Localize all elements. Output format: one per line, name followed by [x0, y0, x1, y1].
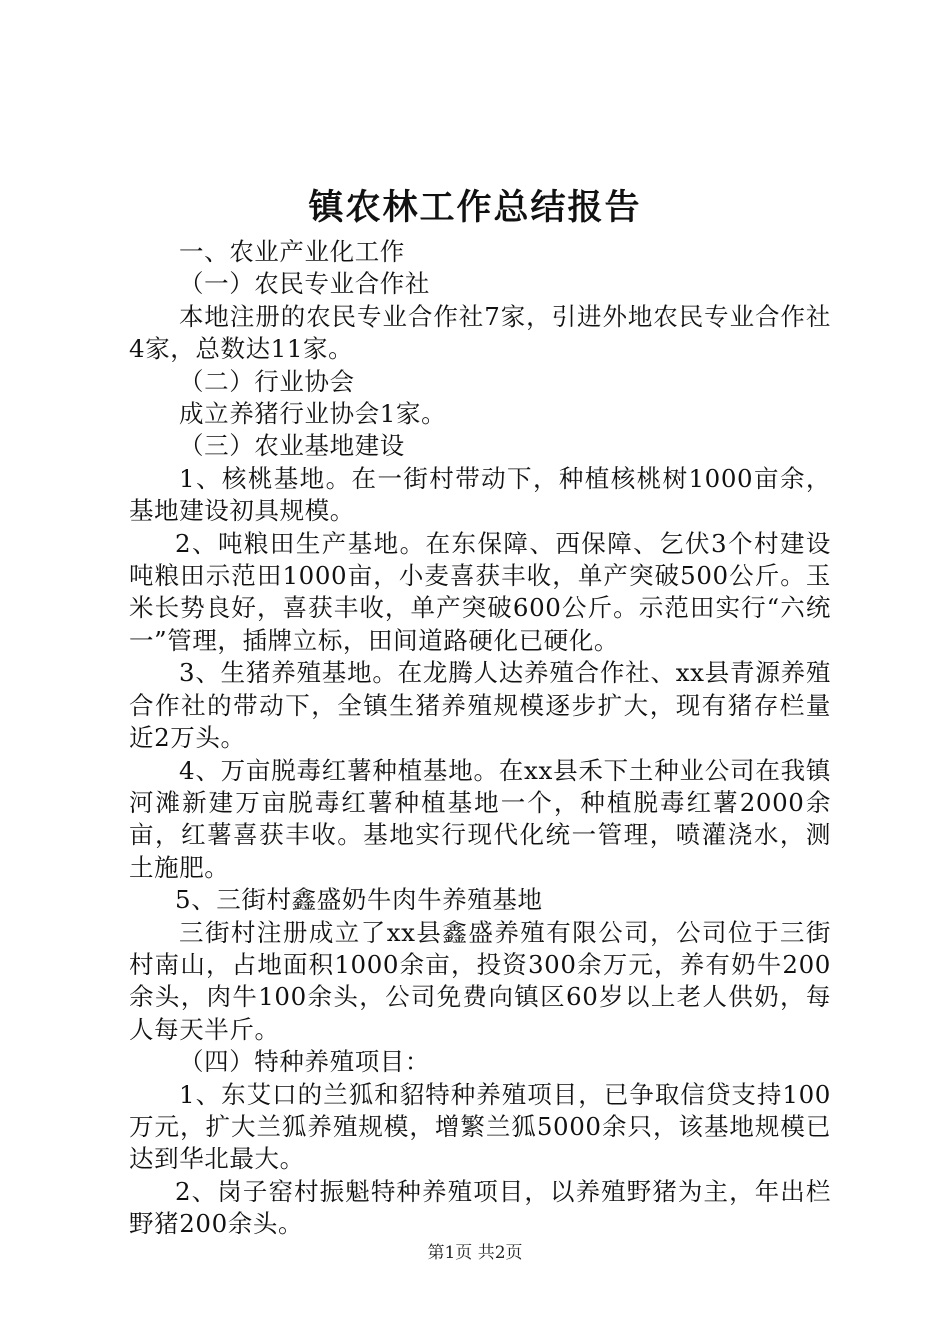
subsection-heading: （二）行业协会	[179, 366, 355, 396]
body-paragraph: 2、吨粮田生产基地。在东保障、西保障、乞伏3个村建设吨粮田示范田1000亩，小麦喜获丰收，单产突破500公斤。玉米长势良好，喜获丰收，单产突破600公斤。示范田实行“六统一”管理，插牌立标，田间道路硬化已硬化。	[129, 528, 831, 655]
body-paragraph: 2、岗子窑村振魁特种养殖项目，以养殖野猪为主，年出栏野猪200余头。	[129, 1176, 831, 1239]
page-footer: 第1页 共2页	[427, 1243, 523, 1263]
body-paragraph: 成立养猪行业协会1家。	[179, 399, 447, 429]
subsection-heading: （三）农业基地建设	[179, 431, 405, 461]
body-paragraph: 三街村注册成立了xx县鑫盛养殖有限公司，公司位于三街村南山，占地面积1000余亩，投资300余万元，养有奶牛200余头，肉牛100余头，公司免费向镇区60岁以上老人供奶，每人每天半斤。	[129, 917, 831, 1044]
body-paragraph: 4、万亩脱毒红薯种植基地。在xx县禾下土种业公司在我镇河滩新建万亩脱毒红薯种植基地一个，种植脱毒红薯2000余亩，红薯喜获丰收。基地实行现代化统一管理，喷灌浇水，测土施肥。	[129, 755, 831, 882]
subsection-heading: （一）农民专业合作社	[179, 269, 430, 299]
subsection-heading: （四）特种养殖项目：	[179, 1047, 430, 1077]
body-paragraph: 本地注册的农民专业合作社7家，引进外地农民专业合作社4家，总数达11家。	[129, 301, 831, 364]
body-paragraph: 1、核桃基地。在一街村带动下，种植核桃树1000亩余，基地建设初具规模。	[129, 463, 831, 526]
section-heading: 一、农业产业化工作	[179, 237, 405, 266]
document-title: 镇农林工作总结报告	[308, 188, 642, 228]
body-paragraph: 5、三街村鑫盛奶牛肉牛养殖基地	[175, 885, 543, 915]
body-paragraph: 1、东艾口的兰狐和貂特种养殖项目，已争取信贷支持100万元，扩大兰狐养殖规模，增繁兰狐5000余只，该基地规模已达到华北最大。	[129, 1079, 831, 1174]
body-paragraph: 3、生猪养殖基地。在龙腾人达养殖合作社、xx县青源养殖合作社的带动下，全镇生猪养殖规模逐步扩大，现有猪存栏量近2万头。	[129, 658, 831, 753]
document-body	[129, 236, 831, 1241]
